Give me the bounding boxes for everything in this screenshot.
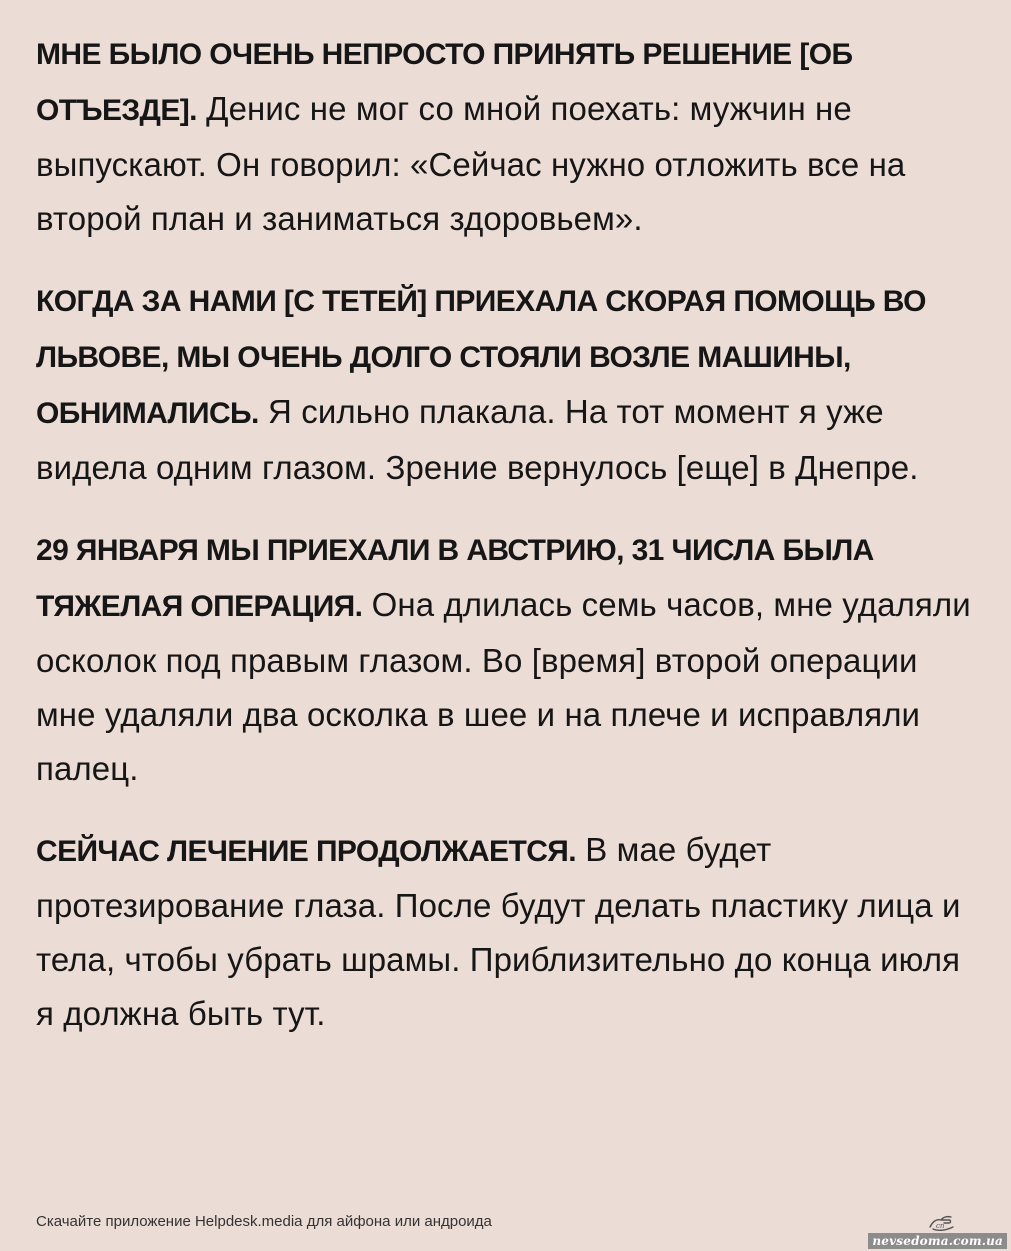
paragraph-3-body: Она длилась семь часов, мне удаляли осколок под правым глазом. Во [время] второй операции мне удаляли два осколка в шее и на плече и исправляли палец.	[36, 586, 971, 787]
site-watermark	[872, 1211, 1007, 1249]
app-download-footer: Скачайте приложение Helpdesk.media для айфона или андроида	[36, 1213, 492, 1230]
paragraph-1-lead: МНЕ БЫЛО ОЧЕНЬ НЕПРОСТО ПРИНЯТЬ РЕШЕНИЕ [ОБ ОТЪЕЗДЕ].	[36, 38, 853, 127]
watermark-text: nevsedoma.com.ua	[868, 1233, 1007, 1249]
paragraph-2	[36, 273, 986, 495]
paragraph-1-body: Денис не мог со мной поехать: мужчин не выпускают. Он говорил: «Сейчас нужно отложить все на второй план и заниматься здоровьем».	[36, 90, 906, 237]
paragraph-4-body: В мае будет протезирование глаза. После будут делать пластику лица и тела, чтобы убрать шрамы. Приблизительно до конца июля я должна быть тут.	[36, 831, 961, 1032]
svg-text:сп: сп	[936, 1222, 945, 1230]
article-text	[36, 26, 986, 1068]
paragraph-3	[36, 522, 986, 796]
hand-logo-icon	[927, 1211, 957, 1233]
paragraph-3-lead: 29 ЯНВАРЯ МЫ ПРИЕХАЛИ В АВСТРИЮ, 31 ЧИСЛА БЫЛА ТЯЖЕЛАЯ ОПЕРАЦИЯ.	[36, 534, 874, 623]
paragraph-4-lead: СЕЙЧАС ЛЕЧЕНИЕ ПРОДОЛЖАЕТСЯ.	[36, 835, 576, 868]
paragraph-2-lead: КОГДА ЗА НАМИ [С ТЕТЕЙ] ПРИЕХАЛА СКОРАЯ ПОМОЩЬ ВО ЛЬВОВЕ, МЫ ОЧЕНЬ ДОЛГО СТОЯЛИ ВОЗЛЕ МАШИНЫ, ОБНИМАЛИСЬ.	[36, 285, 926, 430]
paragraph-2-body: Я сильно плакала. На тот момент я уже видела одним глазом. Зрение вернулось [еще] в Днепре.	[36, 393, 919, 486]
paragraph-1	[36, 26, 986, 246]
paragraph-4	[36, 823, 986, 1041]
